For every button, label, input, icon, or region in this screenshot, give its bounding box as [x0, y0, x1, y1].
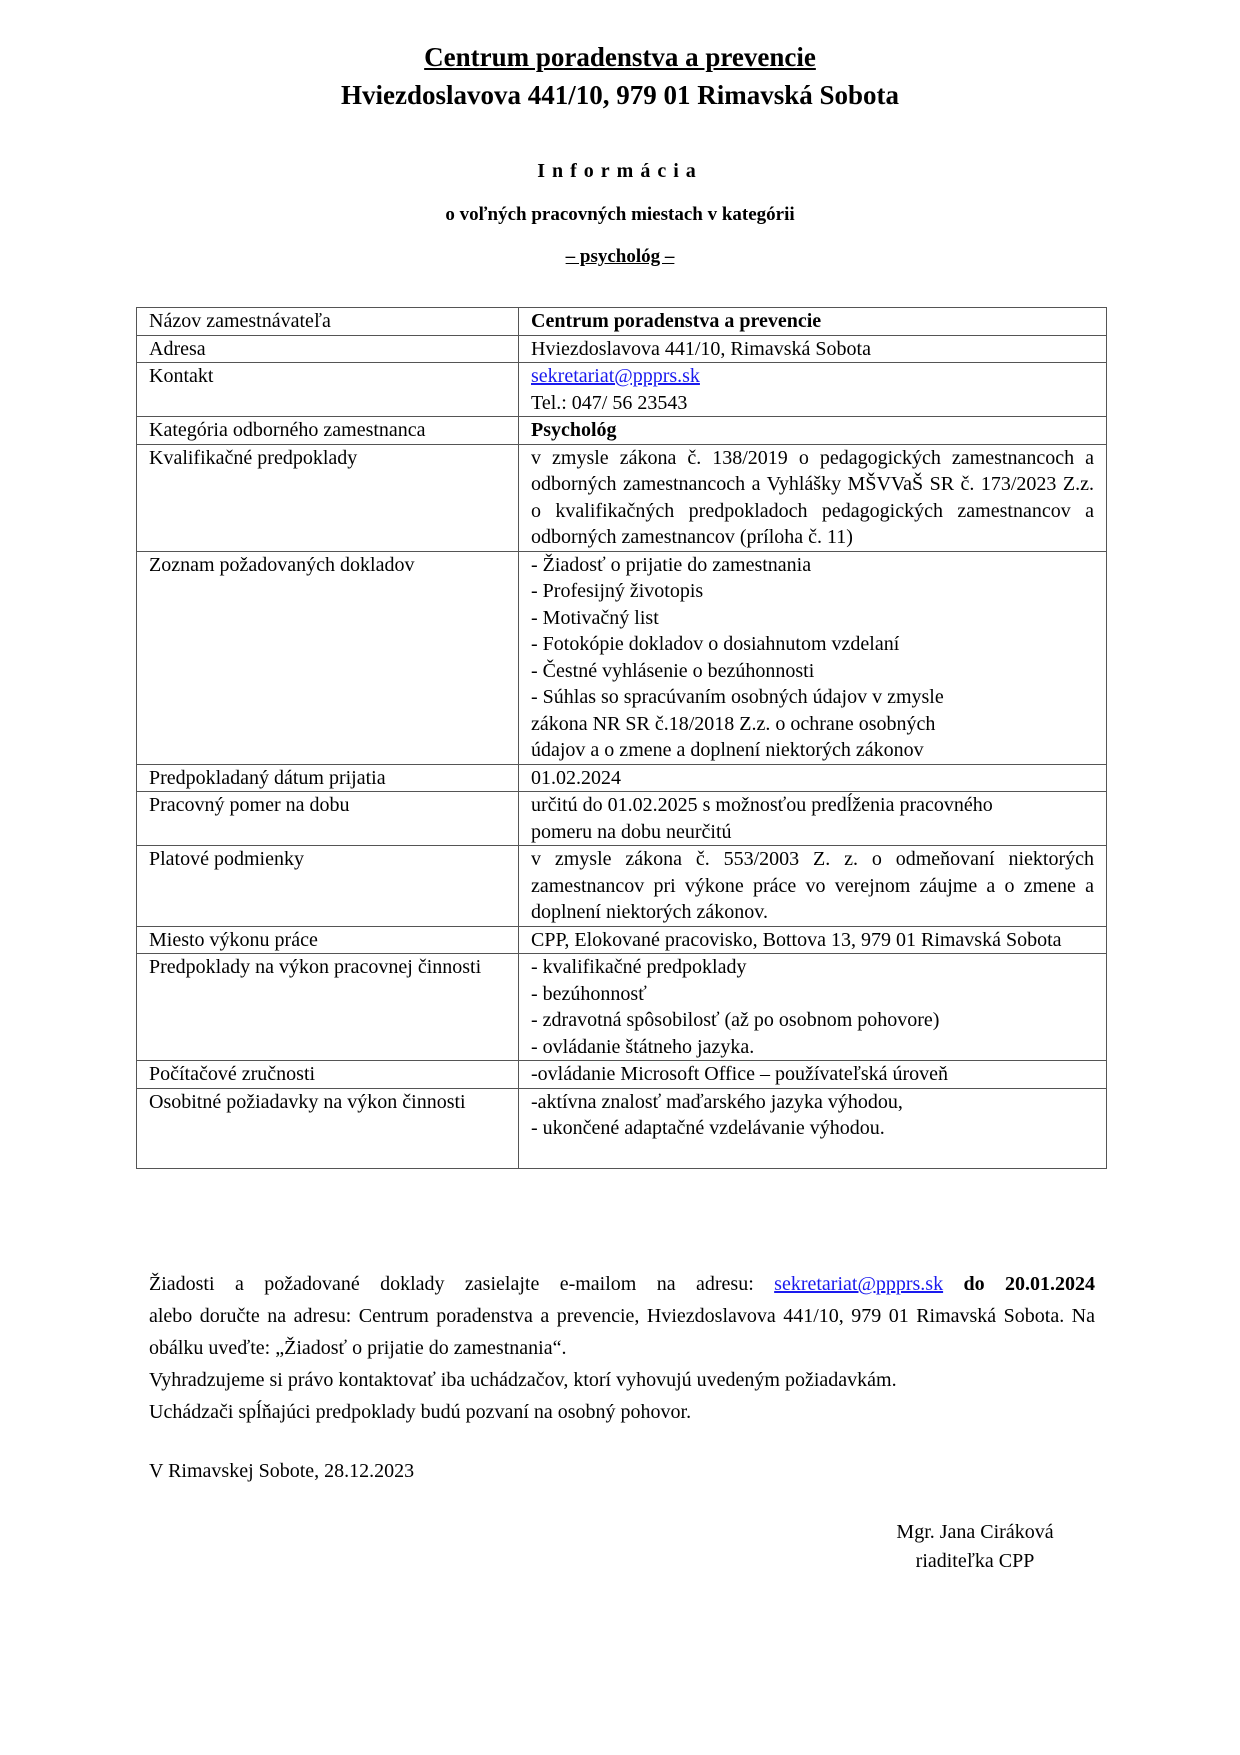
list-item: zákona NR SR č.18/2018 Z.z. o ochrane osobných [531, 712, 936, 735]
table-row [137, 846, 1107, 927]
place-and-date: V Rimavskej Sobote, 28.12.2023 [149, 1460, 415, 1482]
contact-email-link[interactable]: sekretariat@ppprs.sk [531, 365, 700, 387]
org-address-title: Hviezdoslavova 441/10, 979 01 Rimavská Sobota [340, 80, 900, 110]
list-item: - ukončené adaptačné vzdelávanie výhodou. [531, 1117, 885, 1139]
list-item: údajov a o zmene a doplnení niektorých zákonov [531, 739, 924, 761]
list-item: - kvalifikačné predpoklady [531, 956, 747, 978]
reservation-note: Vyhradzujeme si právo kontaktovať iba uchádzačov, ktorí vyhovujú uvedeným požiadavkám. [149, 1369, 897, 1391]
row-value [519, 1088, 1107, 1168]
value-line: pomeru na dobu neurčitú [531, 820, 732, 843]
list-item: - Čestné vyhlásenie o bezúhonnosti [531, 659, 815, 682]
row-label: Počítačové zručnosti [137, 1061, 519, 1089]
list-item: - Motivačný list [531, 606, 659, 629]
row-label: Kvalifikačné predpoklady [137, 444, 519, 551]
job-category-heading: – psychológ – [565, 246, 675, 267]
row-label: Miesto výkonu práce [137, 926, 519, 954]
row-label: Zoznam požadovaných dokladov [137, 551, 519, 764]
row-label: Kategória odborného zamestnanca [137, 417, 519, 445]
table-row [137, 792, 1107, 846]
org-name-title: Centrum poradenstva a prevencie [424, 42, 816, 72]
footer-email-link[interactable]: sekretariat@ppprs.sk [774, 1273, 944, 1295]
instructions-text: Žiadosti a požadované doklady zasielajte e-mailom na adresu: [149, 1273, 775, 1295]
deadline: do 20.01.2024 [943, 1273, 1095, 1295]
value-line: určitú do 01.02.2025 s možnosťou predĺženia pracovného [531, 794, 993, 816]
table-row [137, 363, 1107, 417]
table-row [137, 1088, 1107, 1168]
list-item: - ovládanie štátneho jazyka. [531, 1035, 755, 1058]
row-value: 01.02.2024 [519, 764, 1107, 792]
list-item: -aktívna znalosť maďarského jazyka výhodou, [531, 1090, 903, 1113]
row-value: -ovládanie Microsoft Office – používateľská úroveň [519, 1061, 1107, 1089]
list-item: - Súhlas so spracúvaním osobných údajov v zmysle [531, 686, 944, 708]
document-type-heading: Informácia [537, 160, 703, 182]
table-row [137, 444, 1107, 551]
row-value: v zmysle zákona č. 138/2019 o pedagogických zamestnancoch a odborných zamestnancoch a Vyhlášky MŠVVaŠ SR č. 173/2023 Z.z. o kvalifikačných predpokladoch pedagogických zamestnancov a odborných zamestnancov (príloha č. 11) [519, 444, 1107, 551]
document-subtitle: o voľných pracovných miestach v kategórii [445, 204, 795, 225]
list-item: - zdravotná spôsobilosť (až po osobnom pohovore) [531, 1009, 940, 1031]
signature-block [860, 1518, 1090, 1576]
row-value [519, 551, 1107, 764]
signatory-name: Mgr. Jana Ciráková [896, 1521, 1054, 1543]
row-value: v zmysle zákona č. 553/2003 Z. z. o odmeňovaní niektorých zamestnancov pri výkone práce vo verejnom záujme a o zmene a doplnení niektorých zákonov. [519, 846, 1107, 927]
table-row [137, 417, 1107, 445]
list-item: - bezúhonnosť [531, 982, 647, 1005]
row-label: Platové podmienky [137, 846, 519, 927]
job-info-table [136, 307, 1107, 1169]
row-value [519, 363, 1107, 417]
row-label: Osobitné požiadavky na výkon činnosti [137, 1088, 519, 1168]
row-label: Predpokladaný dátum prijatia [137, 764, 519, 792]
table-row [137, 1061, 1107, 1089]
row-value: Centrum poradenstva a prevencie [519, 308, 1107, 336]
signatory-title: riaditeľka CPP [915, 1550, 1035, 1572]
row-value: CPP, Elokované pracovisko, Bottova 13, 979 01 Rimavská Sobota [519, 926, 1107, 954]
table-row [137, 926, 1107, 954]
row-label: Pracovný pomer na dobu [137, 792, 519, 846]
instructions-text-rest: alebo doručte na adresu: Centrum poradenstva a prevencie, Hviezdoslavova 441/10, 979 01 Rimavská Sobota. Na obálku uveďte: „Žiadosť o prijatie do zamestnania“. [149, 1305, 1095, 1359]
list-item: - Fotokópie dokladov o dosiahnutom vzdelaní [531, 633, 900, 655]
table-row [137, 308, 1107, 336]
list-item: - Profesijný životopis [531, 580, 704, 602]
row-label: Adresa [137, 335, 519, 363]
row-label: Názov zamestnávateľa [137, 308, 519, 336]
application-instructions [149, 1268, 1095, 1428]
instructions-line-1 [149, 1268, 1095, 1300]
contact-phone: Tel.: 047/ 56 23543 [531, 391, 688, 414]
row-value [519, 792, 1107, 846]
row-value: Psychológ [519, 417, 1107, 445]
interview-note: Uchádzači spĺňajúci predpoklady budú pozvaní na osobný pohovor. [149, 1401, 692, 1423]
table-row [137, 551, 1107, 764]
table-row [137, 335, 1107, 363]
row-label: Predpoklady na výkon pracovnej činnosti [137, 954, 519, 1061]
row-value: Hviezdoslavova 441/10, Rimavská Sobota [519, 335, 1107, 363]
list-item: - Žiadosť o prijatie do zamestnania [531, 553, 812, 576]
row-value [519, 954, 1107, 1061]
table-row [137, 954, 1107, 1061]
table-row [137, 764, 1107, 792]
row-label: Kontakt [137, 363, 519, 417]
